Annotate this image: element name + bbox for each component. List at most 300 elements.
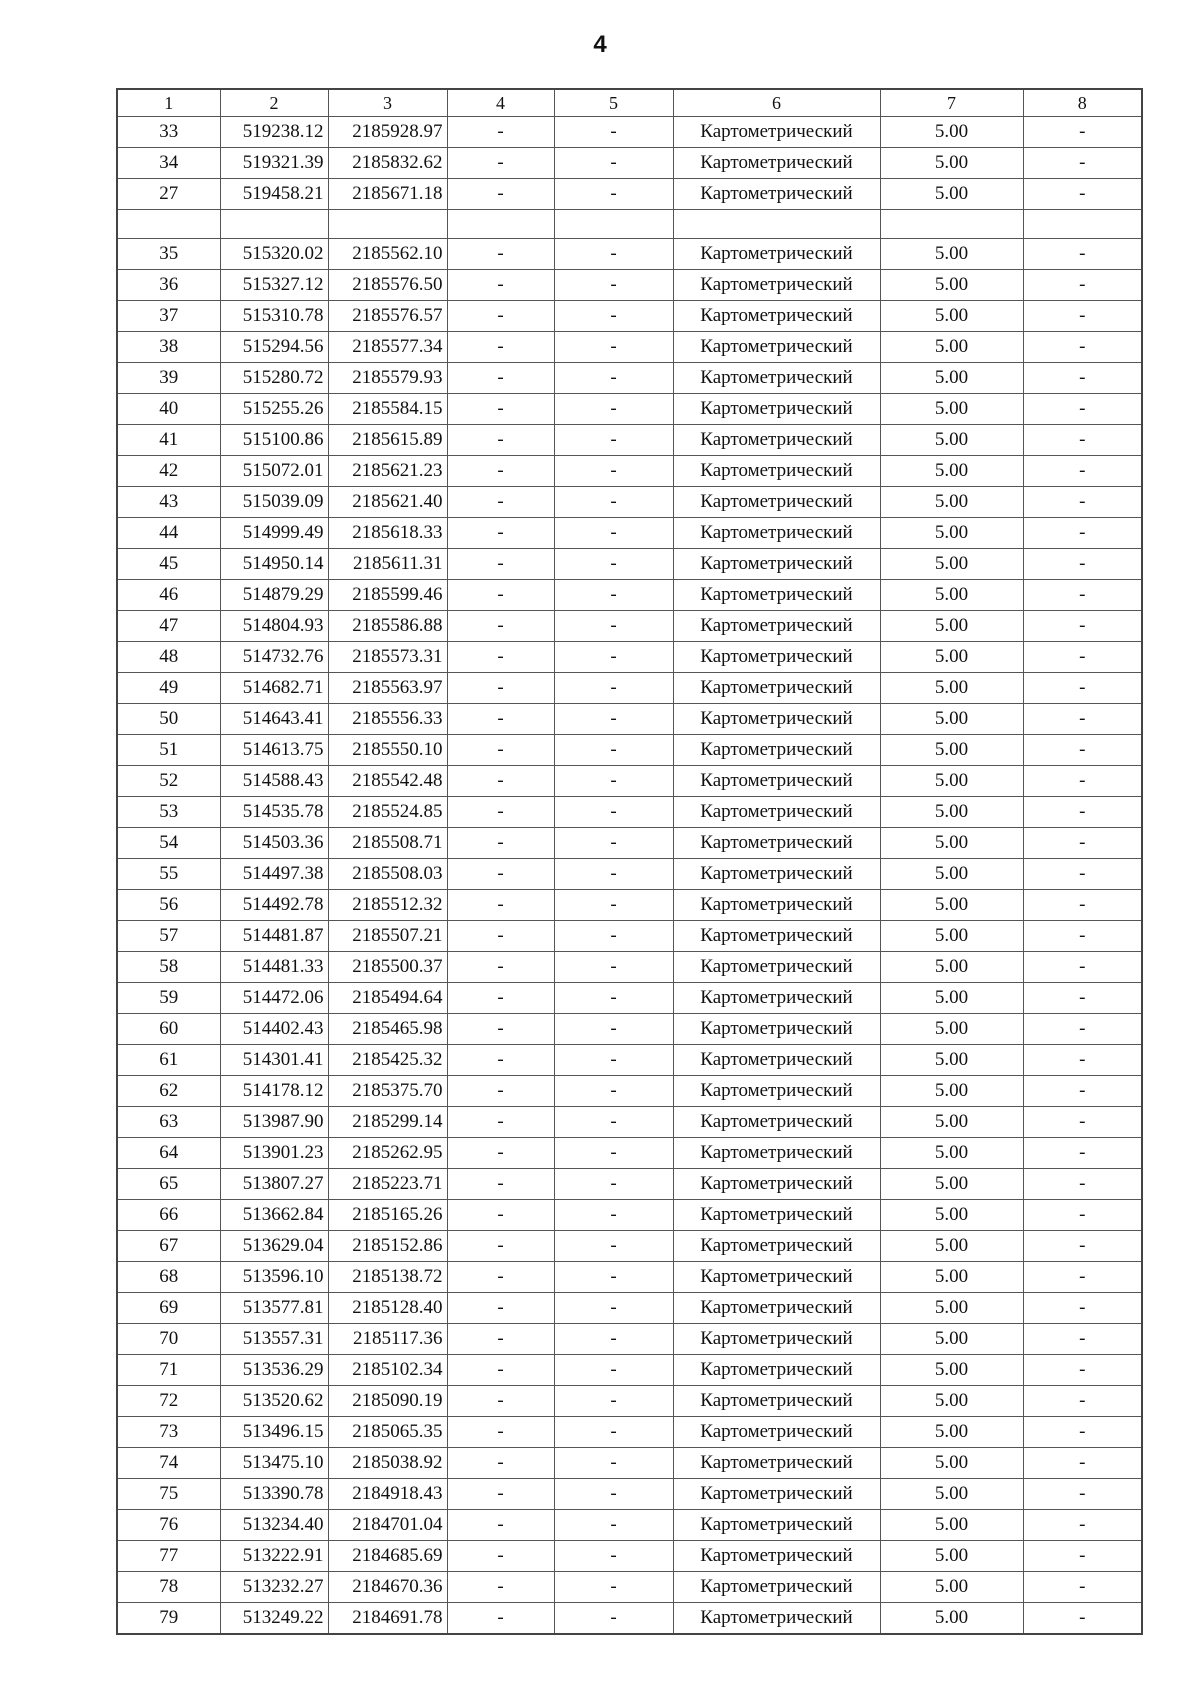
table-row (117, 766, 1142, 797)
y-coordinate-cell: 2185038.92 (328, 1448, 447, 1479)
x-coordinate-cell: 514950.14 (220, 549, 328, 580)
y-coordinate-cell: 2185562.10 (328, 239, 447, 270)
point-number-cell: 55 (117, 859, 220, 890)
method-cell: Картометрический (673, 1200, 880, 1231)
column-4-cell: - (447, 766, 554, 797)
column-8-cell: - (1023, 704, 1142, 735)
x-coordinate-cell: 513390.78 (220, 1479, 328, 1510)
x-coordinate-cell (220, 210, 328, 239)
method-cell: Картометрический (673, 1324, 880, 1355)
column-5-cell: - (554, 425, 673, 456)
method-cell: Картометрический (673, 952, 880, 983)
y-coordinate-cell: 2185563.97 (328, 673, 447, 704)
x-coordinate-cell: 515294.56 (220, 332, 328, 363)
table-row (117, 859, 1142, 890)
y-coordinate-cell: 2185152.86 (328, 1231, 447, 1262)
x-coordinate-cell: 514682.71 (220, 673, 328, 704)
column-4-cell: - (447, 859, 554, 890)
column-4-cell: - (447, 179, 554, 210)
column-4-cell: - (447, 301, 554, 332)
y-coordinate-cell: 2185262.95 (328, 1138, 447, 1169)
column-8-cell: - (1023, 487, 1142, 518)
table-row (117, 179, 1142, 210)
column-4-cell: - (447, 1107, 554, 1138)
point-number-cell: 66 (117, 1200, 220, 1231)
point-number-cell: 65 (117, 1169, 220, 1200)
accuracy-cell: 5.00 (880, 1479, 1023, 1510)
point-number-cell: 47 (117, 611, 220, 642)
column-8-cell: - (1023, 1355, 1142, 1386)
column-4-cell: - (447, 1541, 554, 1572)
point-number-cell: 50 (117, 704, 220, 735)
x-coordinate-cell: 514481.33 (220, 952, 328, 983)
accuracy-cell: 5.00 (880, 766, 1023, 797)
table-row (117, 549, 1142, 580)
column-8-cell: - (1023, 1076, 1142, 1107)
table-row (117, 1169, 1142, 1200)
method-cell: Картометрический (673, 1510, 880, 1541)
y-coordinate-cell: 2185550.10 (328, 735, 447, 766)
x-coordinate-cell: 513987.90 (220, 1107, 328, 1138)
column-5-cell: - (554, 859, 673, 890)
column-5-cell: - (554, 921, 673, 952)
column-8-cell: - (1023, 580, 1142, 611)
accuracy-cell: 5.00 (880, 425, 1023, 456)
x-coordinate-cell: 514178.12 (220, 1076, 328, 1107)
method-cell: Картометрический (673, 148, 880, 179)
column-5-cell: - (554, 1324, 673, 1355)
table-row (117, 1417, 1142, 1448)
y-coordinate-cell: 2185928.97 (328, 117, 447, 148)
x-coordinate-cell: 514402.43 (220, 1014, 328, 1045)
y-coordinate-cell (328, 210, 447, 239)
column-8-cell: - (1023, 1138, 1142, 1169)
point-number-cell: 72 (117, 1386, 220, 1417)
point-number-cell: 53 (117, 797, 220, 828)
table-row (117, 1138, 1142, 1169)
method-cell: Картометрический (673, 828, 880, 859)
column-5-cell: - (554, 270, 673, 301)
column-5-cell: - (554, 642, 673, 673)
accuracy-cell: 5.00 (880, 117, 1023, 148)
y-coordinate-cell: 2185512.32 (328, 890, 447, 921)
method-cell: Картометрический (673, 983, 880, 1014)
method-cell: Картометрический (673, 580, 880, 611)
method-cell: Картометрический (673, 797, 880, 828)
column-header: 2 (220, 89, 328, 117)
column-5-cell: - (554, 148, 673, 179)
method-cell: Картометрический (673, 1603, 880, 1635)
method-cell: Картометрический (673, 332, 880, 363)
column-5-cell: - (554, 1107, 673, 1138)
column-5-cell: - (554, 456, 673, 487)
table-row (117, 1045, 1142, 1076)
x-coordinate-cell: 514613.75 (220, 735, 328, 766)
x-coordinate-cell: 514804.93 (220, 611, 328, 642)
column-5-cell (554, 210, 673, 239)
column-8-cell: - (1023, 239, 1142, 270)
x-coordinate-cell: 513662.84 (220, 1200, 328, 1231)
column-5-cell: - (554, 1138, 673, 1169)
column-5-cell: - (554, 704, 673, 735)
point-number-cell: 36 (117, 270, 220, 301)
column-4-cell: - (447, 704, 554, 735)
point-number-cell: 70 (117, 1324, 220, 1355)
point-number-cell: 38 (117, 332, 220, 363)
table-row (117, 952, 1142, 983)
x-coordinate-cell: 515100.86 (220, 425, 328, 456)
column-4-cell: - (447, 797, 554, 828)
accuracy-cell: 5.00 (880, 642, 1023, 673)
column-4-cell: - (447, 1572, 554, 1603)
table-row (117, 1603, 1142, 1635)
column-4-cell: - (447, 332, 554, 363)
column-8-cell: - (1023, 1448, 1142, 1479)
accuracy-cell: 5.00 (880, 828, 1023, 859)
column-8-cell: - (1023, 1386, 1142, 1417)
x-coordinate-cell: 515280.72 (220, 363, 328, 394)
column-8-cell: - (1023, 1293, 1142, 1324)
y-coordinate-cell: 2185615.89 (328, 425, 447, 456)
column-8-cell: - (1023, 363, 1142, 394)
accuracy-cell: 5.00 (880, 270, 1023, 301)
method-cell: Картометрический (673, 239, 880, 270)
table-row (117, 704, 1142, 735)
column-5-cell: - (554, 1014, 673, 1045)
column-8-cell: - (1023, 425, 1142, 456)
column-5-cell: - (554, 1200, 673, 1231)
method-cell: Картометрический (673, 487, 880, 518)
column-8-cell: - (1023, 456, 1142, 487)
table-row (117, 890, 1142, 921)
column-5-cell: - (554, 735, 673, 766)
point-number-cell: 67 (117, 1231, 220, 1262)
x-coordinate-cell: 513901.23 (220, 1138, 328, 1169)
column-4-cell: - (447, 1076, 554, 1107)
y-coordinate-cell: 2185584.15 (328, 394, 447, 425)
table-row (117, 611, 1142, 642)
column-4-cell: - (447, 1603, 554, 1635)
x-coordinate-cell: 515072.01 (220, 456, 328, 487)
column-8-cell: - (1023, 890, 1142, 921)
page-number: 4 (593, 31, 607, 58)
method-cell: Картометрический (673, 859, 880, 890)
accuracy-cell: 5.00 (880, 611, 1023, 642)
table-row (117, 148, 1142, 179)
column-4-cell: - (447, 117, 554, 148)
y-coordinate-cell: 2185090.19 (328, 1386, 447, 1417)
x-coordinate-cell: 515320.02 (220, 239, 328, 270)
table-row (117, 673, 1142, 704)
point-number-cell: 48 (117, 642, 220, 673)
column-8-cell: - (1023, 735, 1142, 766)
point-number-cell: 61 (117, 1045, 220, 1076)
column-4-cell: - (447, 890, 554, 921)
column-8-cell: - (1023, 394, 1142, 425)
x-coordinate-cell: 514301.41 (220, 1045, 328, 1076)
point-number-cell: 37 (117, 301, 220, 332)
accuracy-cell: 5.00 (880, 1169, 1023, 1200)
column-4-cell: - (447, 425, 554, 456)
y-coordinate-cell: 2185671.18 (328, 179, 447, 210)
point-number-cell: 74 (117, 1448, 220, 1479)
method-cell: Картометрический (673, 921, 880, 952)
column-4-cell: - (447, 549, 554, 580)
table-row (117, 1076, 1142, 1107)
column-4-cell: - (447, 952, 554, 983)
column-4-cell: - (447, 1231, 554, 1262)
y-coordinate-cell: 2185542.48 (328, 766, 447, 797)
y-coordinate-cell: 2185494.64 (328, 983, 447, 1014)
point-number-cell: 58 (117, 952, 220, 983)
y-coordinate-cell: 2185621.23 (328, 456, 447, 487)
point-number-cell: 75 (117, 1479, 220, 1510)
column-8-cell: - (1023, 518, 1142, 549)
point-number-cell: 73 (117, 1417, 220, 1448)
y-coordinate-cell: 2185500.37 (328, 952, 447, 983)
y-coordinate-cell: 2185508.71 (328, 828, 447, 859)
method-cell: Картометрический (673, 1417, 880, 1448)
x-coordinate-cell: 513475.10 (220, 1448, 328, 1479)
y-coordinate-cell: 2185299.14 (328, 1107, 447, 1138)
x-coordinate-cell: 514472.06 (220, 983, 328, 1014)
point-number-cell: 56 (117, 890, 220, 921)
point-number-cell (117, 210, 220, 239)
method-cell: Картометрический (673, 1231, 880, 1262)
x-coordinate-cell: 514481.87 (220, 921, 328, 952)
y-coordinate-cell: 2185223.71 (328, 1169, 447, 1200)
column-4-cell: - (447, 1510, 554, 1541)
column-8-cell: - (1023, 766, 1142, 797)
accuracy-cell: 5.00 (880, 1417, 1023, 1448)
coordinates-table (116, 88, 1143, 1635)
x-coordinate-cell: 515327.12 (220, 270, 328, 301)
method-cell: Картометрический (673, 363, 880, 394)
column-5-cell: - (554, 332, 673, 363)
column-4-cell: - (447, 1014, 554, 1045)
table-row (117, 921, 1142, 952)
table-row (117, 1324, 1142, 1355)
column-5-cell: - (554, 580, 673, 611)
column-4-cell: - (447, 1417, 554, 1448)
y-coordinate-cell: 2185117.36 (328, 1324, 447, 1355)
x-coordinate-cell: 514503.36 (220, 828, 328, 859)
column-4-cell (447, 210, 554, 239)
y-coordinate-cell: 2185465.98 (328, 1014, 447, 1045)
point-number-cell: 51 (117, 735, 220, 766)
point-number-cell: 52 (117, 766, 220, 797)
y-coordinate-cell: 2185128.40 (328, 1293, 447, 1324)
method-cell: Картометрический (673, 1386, 880, 1417)
method-cell: Картометрический (673, 673, 880, 704)
column-4-cell: - (447, 1200, 554, 1231)
column-8-cell: - (1023, 642, 1142, 673)
y-coordinate-cell: 2184670.36 (328, 1572, 447, 1603)
method-cell: Картометрический (673, 1572, 880, 1603)
point-number-cell: 59 (117, 983, 220, 1014)
accuracy-cell: 5.00 (880, 1200, 1023, 1231)
table-row (117, 1572, 1142, 1603)
point-number-cell: 45 (117, 549, 220, 580)
accuracy-cell: 5.00 (880, 518, 1023, 549)
method-cell: Картометрический (673, 1293, 880, 1324)
accuracy-cell: 5.00 (880, 704, 1023, 735)
method-cell: Картометрический (673, 1262, 880, 1293)
point-number-cell: 44 (117, 518, 220, 549)
column-8-cell: - (1023, 921, 1142, 952)
column-header: 5 (554, 89, 673, 117)
column-4-cell: - (447, 921, 554, 952)
column-5-cell: - (554, 1045, 673, 1076)
y-coordinate-cell: 2185138.72 (328, 1262, 447, 1293)
column-8-cell: - (1023, 1541, 1142, 1572)
column-4-cell: - (447, 1293, 554, 1324)
table-row (117, 797, 1142, 828)
x-coordinate-cell: 513536.29 (220, 1355, 328, 1386)
column-8-cell: - (1023, 1417, 1142, 1448)
table-row (117, 487, 1142, 518)
x-coordinate-cell: 514732.76 (220, 642, 328, 673)
x-coordinate-cell: 513496.15 (220, 1417, 328, 1448)
column-4-cell: - (447, 239, 554, 270)
accuracy-cell: 5.00 (880, 363, 1023, 394)
accuracy-cell: 5.00 (880, 1324, 1023, 1355)
x-coordinate-cell: 513596.10 (220, 1262, 328, 1293)
point-number-cell: 77 (117, 1541, 220, 1572)
table-row (117, 1355, 1142, 1386)
column-4-cell: - (447, 1169, 554, 1200)
column-8-cell: - (1023, 859, 1142, 890)
accuracy-cell: 5.00 (880, 1448, 1023, 1479)
column-8-cell: - (1023, 1603, 1142, 1635)
table-row (117, 117, 1142, 148)
point-number-cell: 54 (117, 828, 220, 859)
point-number-cell: 34 (117, 148, 220, 179)
column-header: 4 (447, 89, 554, 117)
column-8-cell: - (1023, 270, 1142, 301)
x-coordinate-cell: 514492.78 (220, 890, 328, 921)
column-8-cell: - (1023, 1169, 1142, 1200)
accuracy-cell: 5.00 (880, 859, 1023, 890)
x-coordinate-cell: 513232.27 (220, 1572, 328, 1603)
table-row (117, 580, 1142, 611)
column-8-cell: - (1023, 179, 1142, 210)
accuracy-cell: 5.00 (880, 1045, 1023, 1076)
point-number-cell: 60 (117, 1014, 220, 1045)
accuracy-cell: 5.00 (880, 983, 1023, 1014)
table-row (117, 1107, 1142, 1138)
table-row (117, 1448, 1142, 1479)
accuracy-cell: 5.00 (880, 921, 1023, 952)
point-number-cell: 46 (117, 580, 220, 611)
accuracy-cell: 5.00 (880, 1107, 1023, 1138)
x-coordinate-cell: 513577.81 (220, 1293, 328, 1324)
column-4-cell: - (447, 1262, 554, 1293)
column-5-cell: - (554, 394, 673, 425)
method-cell: Картометрический (673, 1014, 880, 1045)
accuracy-cell: 5.00 (880, 1510, 1023, 1541)
column-4-cell: - (447, 580, 554, 611)
method-cell: Картометрический (673, 735, 880, 766)
column-5-cell: - (554, 673, 673, 704)
x-coordinate-cell: 513249.22 (220, 1603, 328, 1635)
method-cell: Картометрический (673, 1169, 880, 1200)
column-8-cell: - (1023, 1231, 1142, 1262)
method-cell: Картометрический (673, 549, 880, 580)
accuracy-cell: 5.00 (880, 148, 1023, 179)
point-number-cell: 42 (117, 456, 220, 487)
accuracy-cell: 5.00 (880, 179, 1023, 210)
method-cell: Картометрический (673, 394, 880, 425)
column-header: 1 (117, 89, 220, 117)
point-number-cell: 78 (117, 1572, 220, 1603)
accuracy-cell: 5.00 (880, 1231, 1023, 1262)
accuracy-cell: 5.00 (880, 1293, 1023, 1324)
table-row (117, 270, 1142, 301)
point-number-cell: 63 (117, 1107, 220, 1138)
accuracy-cell: 5.00 (880, 1014, 1023, 1045)
column-5-cell: - (554, 1572, 673, 1603)
accuracy-cell: 5.00 (880, 1603, 1023, 1635)
accuracy-cell: 5.00 (880, 1262, 1023, 1293)
column-8-cell: - (1023, 332, 1142, 363)
table-row (117, 1479, 1142, 1510)
accuracy-cell: 5.00 (880, 1076, 1023, 1107)
y-coordinate-cell: 2185556.33 (328, 704, 447, 735)
method-cell: Картометрический (673, 301, 880, 332)
table-row (117, 828, 1142, 859)
y-coordinate-cell: 2184691.78 (328, 1603, 447, 1635)
column-5-cell: - (554, 797, 673, 828)
column-5-cell: - (554, 518, 673, 549)
column-8-cell: - (1023, 828, 1142, 859)
column-5-cell: - (554, 179, 673, 210)
column-4-cell: - (447, 983, 554, 1014)
y-coordinate-cell: 2185524.85 (328, 797, 447, 828)
y-coordinate-cell: 2185599.46 (328, 580, 447, 611)
y-coordinate-cell: 2185508.03 (328, 859, 447, 890)
column-4-cell: - (447, 148, 554, 179)
method-cell: Картометрический (673, 1479, 880, 1510)
accuracy-cell: 5.00 (880, 1541, 1023, 1572)
point-number-cell: 49 (117, 673, 220, 704)
x-coordinate-cell: 519238.12 (220, 117, 328, 148)
y-coordinate-cell: 2185576.50 (328, 270, 447, 301)
column-8-cell: - (1023, 117, 1142, 148)
column-5-cell: - (554, 1448, 673, 1479)
y-coordinate-cell: 2185611.31 (328, 549, 447, 580)
table-row (117, 332, 1142, 363)
point-number-cell: 41 (117, 425, 220, 456)
y-coordinate-cell: 2184685.69 (328, 1541, 447, 1572)
column-8-cell (1023, 210, 1142, 239)
column-4-cell: - (447, 735, 554, 766)
method-cell: Картометрический (673, 704, 880, 735)
y-coordinate-cell: 2185579.93 (328, 363, 447, 394)
column-5-cell: - (554, 117, 673, 148)
x-coordinate-cell: 514999.49 (220, 518, 328, 549)
accuracy-cell: 5.00 (880, 1386, 1023, 1417)
table-row (117, 1293, 1142, 1324)
column-header: 6 (673, 89, 880, 117)
method-cell: Картометрический (673, 1355, 880, 1386)
column-4-cell: - (447, 611, 554, 642)
y-coordinate-cell: 2185425.32 (328, 1045, 447, 1076)
accuracy-cell: 5.00 (880, 952, 1023, 983)
table-row (117, 394, 1142, 425)
point-number-cell: 68 (117, 1262, 220, 1293)
column-8-cell: - (1023, 611, 1142, 642)
